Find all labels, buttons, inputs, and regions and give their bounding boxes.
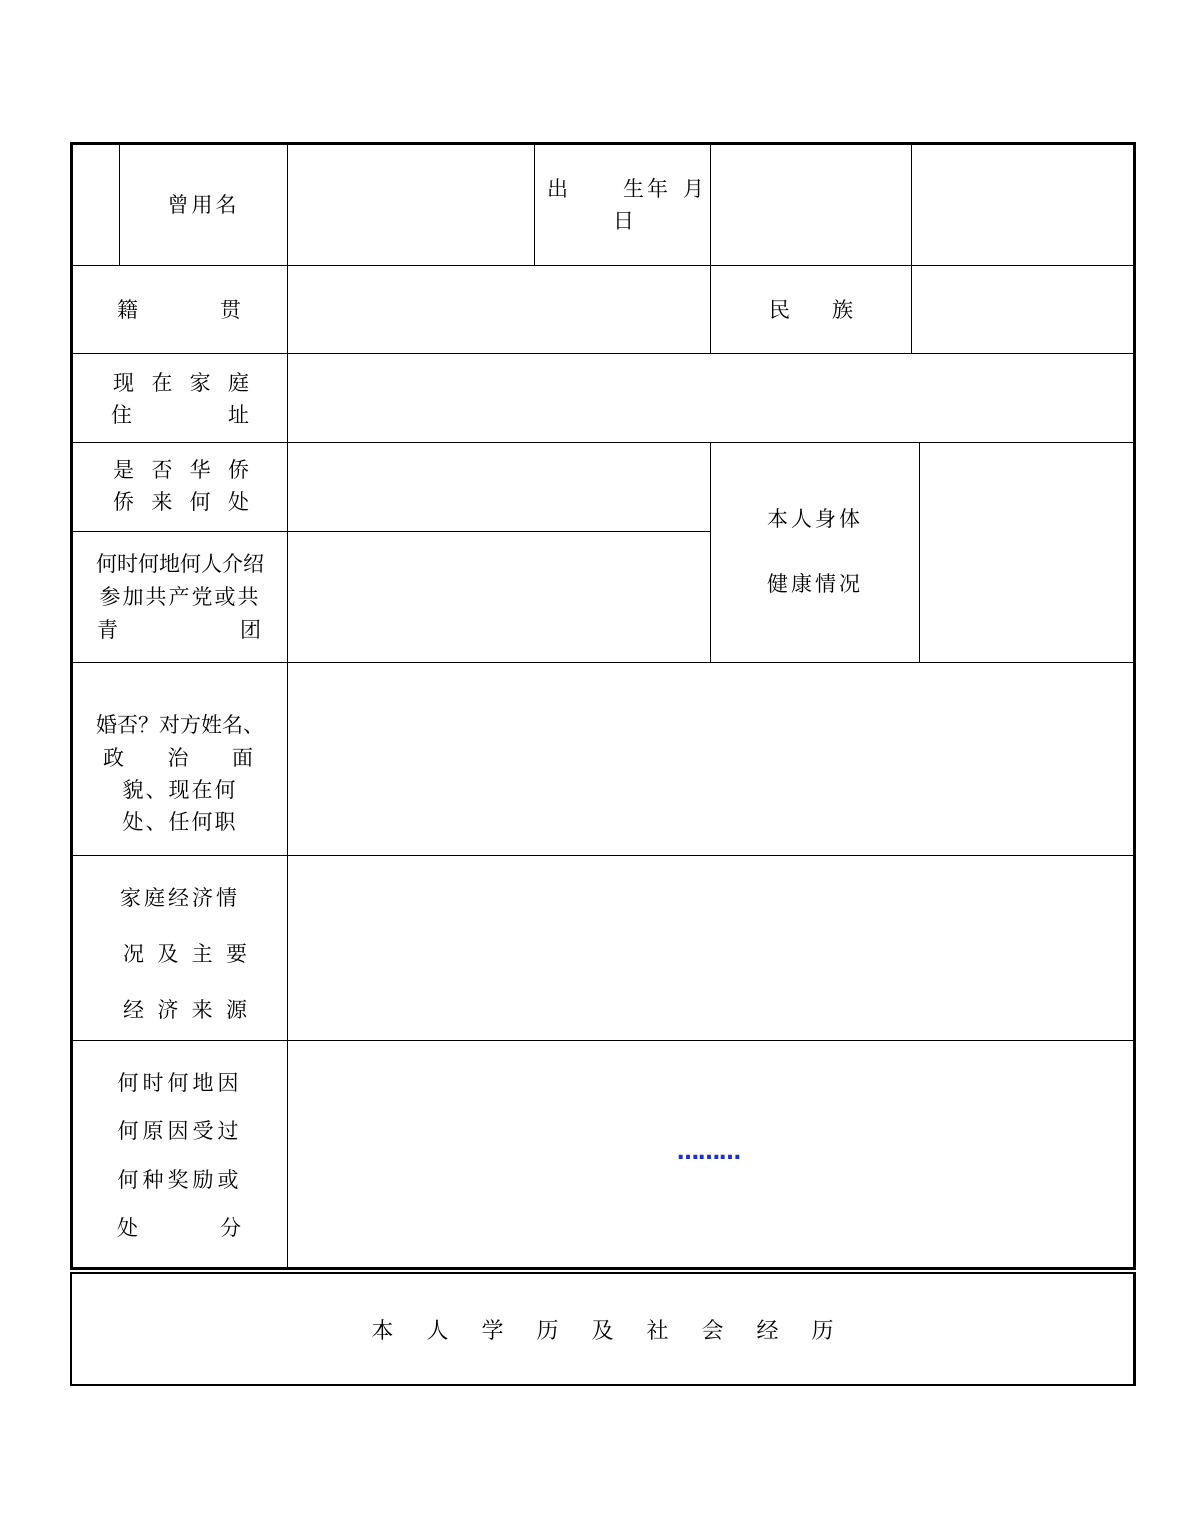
marriage-label-cell (72, 662, 288, 856)
ethnicity-label (769, 294, 853, 326)
title-char-8: 经 (756, 1319, 779, 1344)
party-label-cell (72, 531, 288, 663)
reward-ellipsis: ……… (677, 1140, 740, 1165)
economy-char-1: 况 (123, 942, 144, 966)
economy-field[interactable] (287, 855, 1135, 1041)
overseas-char-5: 侨 (113, 490, 134, 514)
marriage-char-3: 面 (232, 746, 253, 770)
native-place-field[interactable] (287, 265, 711, 354)
reward-label-cell (72, 1040, 288, 1269)
overseas-char-1: 是 (113, 458, 134, 482)
reward-label-line2: 何原因受过 (117, 1119, 243, 1143)
education-history-header (70, 1272, 1136, 1386)
party-char-2: 团 (240, 618, 261, 642)
education-history-title (72, 1314, 1133, 1346)
native-place-char-2: 贯 (220, 298, 241, 322)
address-char-3: 家 (189, 371, 211, 395)
photo-field[interactable] (911, 144, 1135, 266)
address-label-line1 (113, 367, 249, 399)
reward-char-1: 处 (117, 1216, 138, 1240)
birth-date-label-cell (534, 144, 711, 266)
marriage-label-line2 (103, 742, 253, 774)
native-place-label-cell (72, 265, 288, 354)
overseas-char-6: 来 (151, 490, 173, 514)
economy-char-7: 来 (191, 998, 213, 1022)
ethnicity-field[interactable] (911, 265, 1135, 354)
overseas-char-8: 处 (227, 490, 249, 514)
native-place-char-1: 籍 (117, 298, 138, 322)
economy-char-5: 经 (123, 998, 144, 1022)
ethnicity-label-cell (710, 265, 912, 354)
marriage-field[interactable] (287, 662, 1135, 856)
overseas-char-4: 侨 (227, 458, 249, 482)
health-field[interactable] (919, 442, 1135, 663)
birth-label-part1: 出 (547, 177, 568, 201)
party-label-line3 (97, 614, 261, 646)
overseas-label-line2 (113, 486, 249, 518)
birth-label-part4: 日 (613, 209, 634, 233)
title-char-5: 及 (591, 1319, 614, 1344)
former-name-field[interactable] (287, 144, 535, 266)
reward-label-line1: 何时何地因 (117, 1071, 243, 1095)
personal-info-form (70, 142, 1136, 1270)
title-char-3: 学 (481, 1319, 504, 1344)
address-label-cell (72, 353, 288, 443)
party-label-line2: 参加共产党或共 (99, 585, 261, 609)
former-name-label-cell (119, 144, 288, 266)
ethnicity-char-1: 民 (769, 298, 790, 322)
address-char-1: 现 (113, 371, 134, 395)
party-char-1: 青 (97, 618, 118, 642)
health-label-cell (710, 442, 920, 663)
address-char-2: 在 (151, 371, 173, 395)
birth-label-part2: 生年 (623, 177, 671, 201)
economy-label-line2 (123, 938, 247, 970)
economy-char-4: 要 (225, 942, 247, 966)
title-char-6: 社 (646, 1319, 669, 1344)
reward-label-line3: 何种奖励或 (117, 1168, 243, 1192)
title-char-9: 历 (811, 1319, 834, 1344)
marriage-label-line4: 处、任何职 (122, 810, 238, 834)
overseas-char-2: 否 (151, 458, 173, 482)
former-name-label: 曾用名 (167, 193, 240, 217)
address-char-4: 庭 (227, 371, 249, 395)
native-place-label (117, 294, 241, 326)
ethnicity-char-2: 族 (832, 298, 853, 322)
economy-label-cell (72, 855, 288, 1041)
title-char-1: 本 (371, 1319, 394, 1344)
party-label-line1: 何时何地何人介绍 (96, 552, 264, 576)
address-field[interactable] (287, 353, 1135, 443)
economy-char-8: 源 (225, 998, 247, 1022)
overseas-label-cell (72, 442, 288, 532)
address-char-5: 住 (111, 403, 132, 427)
address-label-line2 (111, 399, 249, 431)
overseas-label-line1 (113, 454, 249, 486)
marriage-char-2: 治 (167, 746, 189, 770)
birth-date-field[interactable] (710, 144, 912, 266)
economy-label-line3 (123, 994, 247, 1026)
overseas-char-3: 华 (189, 458, 211, 482)
address-char-6: 址 (228, 403, 249, 427)
reward-label-line4 (117, 1212, 241, 1244)
title-char-2: 人 (426, 1319, 449, 1344)
marriage-label-line3: 貌、现在何 (122, 778, 238, 802)
overseas-char-7: 何 (189, 490, 211, 514)
overseas-field[interactable] (287, 442, 711, 532)
health-label-line2: 健康情况 (767, 572, 863, 596)
birth-label-part3: 月 (683, 177, 704, 201)
marriage-char-1: 政 (103, 746, 124, 770)
economy-char-6: 济 (157, 998, 179, 1022)
photo-corner-cell (72, 144, 120, 266)
reward-char-2: 分 (220, 1216, 241, 1240)
title-char-4: 历 (536, 1319, 559, 1344)
health-label-line1: 本人身体 (767, 507, 863, 531)
party-field[interactable] (287, 531, 711, 663)
title-char-7: 会 (701, 1319, 724, 1344)
economy-char-3: 主 (191, 942, 213, 966)
economy-char-2: 及 (157, 942, 179, 966)
marriage-label-line1: 婚否？对方姓名、 (96, 713, 264, 737)
economy-label-line1: 家庭经济情 (120, 886, 240, 910)
